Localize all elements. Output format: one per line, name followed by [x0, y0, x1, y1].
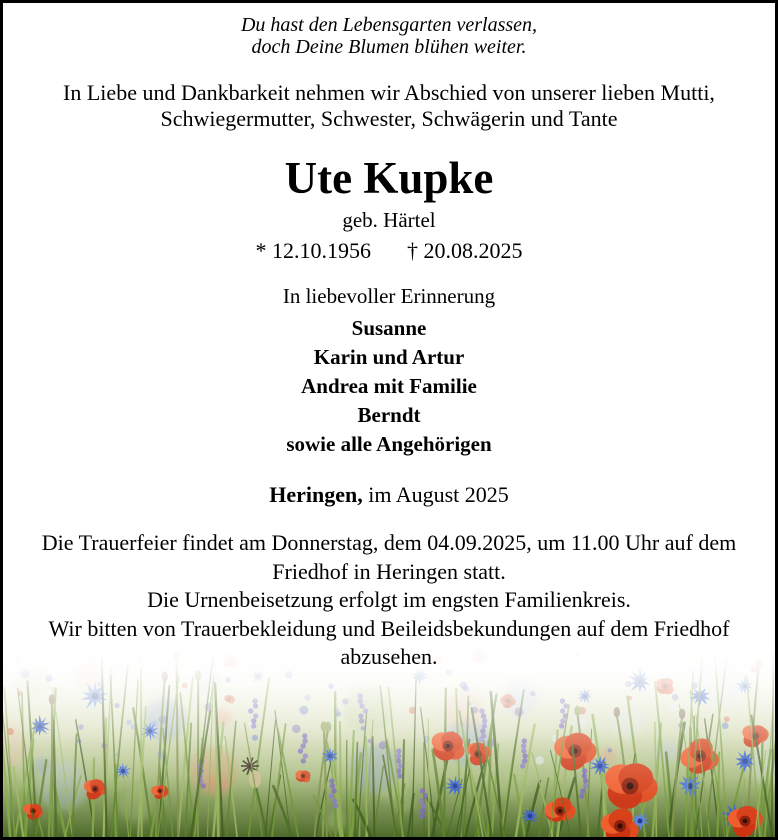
details-sentence: Die Urnenbeisetzung erfolgt im engsten Familienkreis. — [147, 587, 631, 612]
birth-date: * 12.10.1956 — [255, 238, 371, 263]
remembrance-heading: In liebevoller Erinnerung — [282, 284, 496, 308]
deceased-name: Ute Kupke — [284, 153, 494, 203]
date-text: im August 2025 — [368, 482, 509, 507]
maiden-name: geb. Härtel — [342, 208, 436, 232]
place-name: Heringen, — [269, 482, 363, 507]
verse-line-1: Du hast den Lebensgarten verlassen, — [240, 14, 538, 36]
details-sentence: Wir bitten von Trauerbekleidung und Beileidsbekundungen auf dem Friedhof abzusehen. — [48, 615, 730, 669]
mourner-name: Andrea mit Familie — [301, 374, 477, 398]
intro-text: In Liebe und Dankbarkeit nehmen wir Abschied von unserer lieben Mutti, Schwiegermutter, Schwester, Schwägerin und Tante — [63, 80, 715, 131]
funeral-details — [33, 529, 745, 672]
place-date-line — [3, 484, 775, 506]
memorial-verse — [3, 14, 775, 58]
mourners-list — [3, 314, 775, 459]
mourner-name: Karin und Artur — [313, 345, 465, 369]
verse-line-2: doch Deine Blumen blühen weiter. — [251, 36, 527, 58]
life-dates — [3, 239, 775, 263]
mourner-name: Berndt — [357, 403, 421, 427]
mourner-name: sowie alle Angehörigen — [286, 432, 492, 456]
notice-text-block — [3, 3, 775, 672]
details-sentence: Die Trauerfeier findet am Donnerstag, dem 04.09.2025, um 11.00 Uhr auf dem Friedhof in Heringen statt. — [41, 530, 737, 584]
mourner-name: Susanne — [351, 316, 427, 340]
death-date: † 20.08.2025 — [407, 238, 523, 263]
